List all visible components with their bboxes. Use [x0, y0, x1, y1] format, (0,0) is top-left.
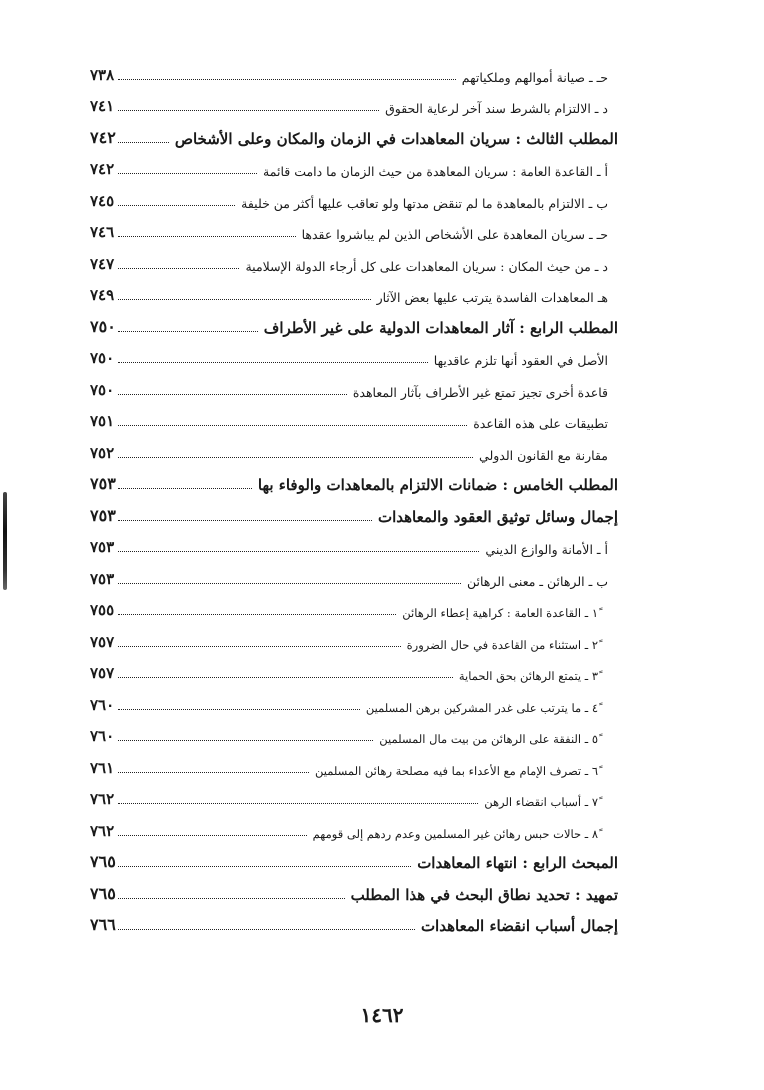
toc-page-number: ٧٥٠	[90, 316, 116, 336]
dot-leader	[118, 457, 473, 458]
toc-entry-title: تطبيقات على هذه القاعدة	[473, 416, 608, 431]
toc-entry	[90, 499, 618, 531]
dot-leader	[118, 488, 252, 489]
toc-page-number: ٧٦٢	[90, 790, 115, 808]
toc-entry	[90, 279, 618, 311]
toc-entry	[90, 909, 618, 941]
toc-page-number: ٧٤١	[90, 97, 115, 115]
dot-leader	[118, 173, 257, 174]
toc-page-number: ٧٦١	[90, 758, 115, 777]
dot-leader	[118, 520, 372, 521]
dot-leader	[118, 268, 239, 269]
toc-page-number: ٧٦٠	[90, 727, 115, 745]
toc-entry-title: أ ـ الأمانة والوازع الديني	[485, 542, 608, 557]
toc-entry	[90, 562, 618, 594]
toc-entry	[90, 90, 618, 122]
toc-entry	[90, 877, 618, 909]
dot-leader	[118, 551, 479, 552]
toc-entry-title: المبحث الرابع : انتهاء المعاهدات	[417, 854, 618, 872]
toc-entry-title: ب ـ الرهائن ـ معنى الرهائن	[466, 573, 608, 589]
toc-entry	[90, 310, 618, 342]
dot-leader	[118, 614, 396, 615]
toc-page-number: ٧٥٧	[90, 632, 115, 651]
toc-entry-title: ٢ً ـ استثناء من القاعدة في حال الضرورة	[406, 637, 598, 652]
dot-leader	[118, 205, 235, 206]
toc-entry-title: ب ـ الالتزام بالمعاهدة ما لم تنقض مدتها ولو تعاقب عليها أكثر من خليفة	[241, 195, 608, 211]
toc-page-number: ٧٤٩	[90, 286, 115, 304]
toc-page-number: ٧٦٥	[90, 852, 116, 871]
toc-entry-title: هـ المعاهدات الفاسدة يترتب عليها بعض الآثار	[376, 290, 608, 305]
toc-page-number: ٧٦٠	[90, 695, 115, 714]
dot-leader	[118, 79, 456, 80]
toc-entry	[90, 846, 618, 878]
dot-leader	[118, 236, 296, 237]
toc-entry	[90, 531, 618, 563]
table-of-contents	[90, 58, 618, 940]
toc-page-number: ٧٦٢	[90, 821, 115, 840]
toc-entry-title: حـ ـ صيانة أموالهم وملكياتهم	[461, 69, 608, 85]
toc-page-number: ٧٥٥	[90, 601, 115, 619]
dot-leader	[118, 929, 415, 930]
toc-entry	[90, 436, 618, 468]
toc-entry	[90, 783, 618, 815]
dot-leader	[118, 803, 478, 804]
toc-page-number: ٧٥٢	[90, 443, 115, 462]
dot-leader	[118, 772, 309, 773]
margin-scan-mark	[3, 492, 7, 590]
toc-entry-title: ٨ً ـ حالات حبس رهائن غير المسلمين وعدم ردهم إلى قومهم	[312, 826, 598, 841]
toc-entry-title: قاعدة أخرى تجيز تمتع غير الأطراف بآثار المعاهدة	[352, 384, 608, 400]
toc-entry	[90, 153, 618, 185]
toc-entry-title: ٧ً ـ أسباب انقضاء الرهن	[484, 795, 598, 809]
toc-entry-title: المطلب الرابع : آثار المعاهدات الدولية على غير الأطراف	[263, 318, 618, 337]
toc-page-number: ٧٦٦	[90, 915, 116, 934]
toc-entry-title: ٥ً ـ النفقة على الرهائن من بيت مال المسلمين	[379, 732, 598, 746]
toc-entry	[90, 814, 618, 846]
toc-entry-title: إجمال وسائل توثيق العقود والمعاهدات	[377, 507, 618, 526]
toc-page-number: ٧٥١	[90, 412, 115, 430]
dot-leader	[118, 331, 258, 332]
dot-leader	[118, 677, 453, 678]
toc-page-number: ٧٥٧	[90, 664, 115, 682]
dot-leader	[118, 646, 401, 647]
toc-page-number: ٧٤٧	[90, 254, 115, 273]
toc-entry-title: تمهيد : تحديد نطاق البحث في هذا المطلب	[350, 885, 618, 904]
toc-page-number: ٧٥٠	[90, 380, 115, 399]
dot-leader	[118, 835, 307, 836]
toc-entry	[90, 184, 618, 216]
toc-page-number: ٧٣٨	[90, 65, 115, 84]
dot-leader	[118, 110, 379, 111]
dot-leader	[118, 740, 373, 741]
toc-entry-title: الأصل في العقود أنها تلزم عاقديها	[433, 353, 608, 368]
toc-entry	[90, 468, 618, 500]
toc-entry	[90, 121, 618, 153]
page-number: ١٤٦٢	[360, 1003, 404, 1027]
toc-entry	[90, 688, 618, 720]
toc-entry	[90, 247, 618, 279]
toc-page-number: ٧٥٣	[90, 474, 116, 493]
toc-entry-title: د ـ الالتزام بالشرط سند آخر لرعاية الحقوق	[385, 101, 608, 116]
toc-entry	[90, 657, 618, 689]
toc-entry	[90, 751, 618, 783]
toc-entry	[90, 216, 618, 248]
dot-leader	[118, 362, 428, 363]
dot-leader	[118, 142, 169, 143]
toc-page-number: ٧٦٥	[90, 883, 116, 903]
toc-entry-title: ٦ً ـ تصرف الإمام مع الأعداء بما فيه مصلحة رهائن المسلمين	[314, 763, 598, 778]
toc-entry-title: إجمال أسباب انقضاء المعاهدات	[420, 917, 618, 935]
toc-entry-title: المطلب الثالث : سريان المعاهدات في الزمان والمكان وعلى الأشخاص	[174, 129, 618, 148]
toc-entry	[90, 342, 618, 374]
toc-entry	[90, 720, 618, 752]
toc-page-number: ٧٥٣	[90, 505, 116, 525]
toc-entry-title: أ ـ القاعدة العامة : سريان المعاهدة من حيث الزمان ما دامت قائمة	[263, 164, 608, 179]
toc-page-number: ٧٥٣	[90, 569, 115, 588]
dot-leader	[118, 425, 467, 426]
toc-entry-title: ٤ً ـ ما يترتب على غدر المشركين برهن المسلمين	[365, 700, 598, 715]
toc-page-number: ٧٥٠	[90, 349, 115, 367]
toc-page-number: ٧٤٢	[90, 160, 115, 178]
toc-page-number: ٧٤٢	[90, 127, 116, 147]
dot-leader	[118, 583, 461, 584]
toc-entry-title: ٣ً ـ يتمتع الرهائن بحق الحماية	[458, 669, 598, 683]
toc-entry-title: مقارنة مع القانون الدولي	[479, 447, 608, 463]
toc-entry-title: المطلب الخامس : ضمانات الالتزام بالمعاهدات والوفاء بها	[257, 476, 618, 494]
dot-leader	[118, 299, 371, 300]
toc-entry	[90, 625, 618, 657]
toc-page-number: ٧٤٥	[90, 191, 115, 210]
toc-entry	[90, 594, 618, 626]
dot-leader	[118, 898, 345, 899]
dot-leader	[118, 866, 411, 867]
toc-page-number: ٧٤٦	[90, 223, 115, 241]
toc-entry-title: حـ ـ سريان المعاهدة على الأشخاص الذين لم يباشروا عقدها	[301, 227, 608, 242]
toc-entry-title: ١ً ـ القاعدة العامة : كراهية إعطاء الرهائن	[402, 606, 598, 620]
dot-leader	[118, 394, 347, 395]
toc-page-number: ٧٥٣	[90, 538, 115, 556]
toc-entry-title: د ـ من حيث المكان : سريان المعاهدات على كل أرجاء الدولة الإسلامية	[245, 258, 608, 274]
toc-entry	[90, 373, 618, 405]
toc-entry	[90, 58, 618, 90]
toc-entry	[90, 405, 618, 437]
dot-leader	[118, 709, 360, 710]
